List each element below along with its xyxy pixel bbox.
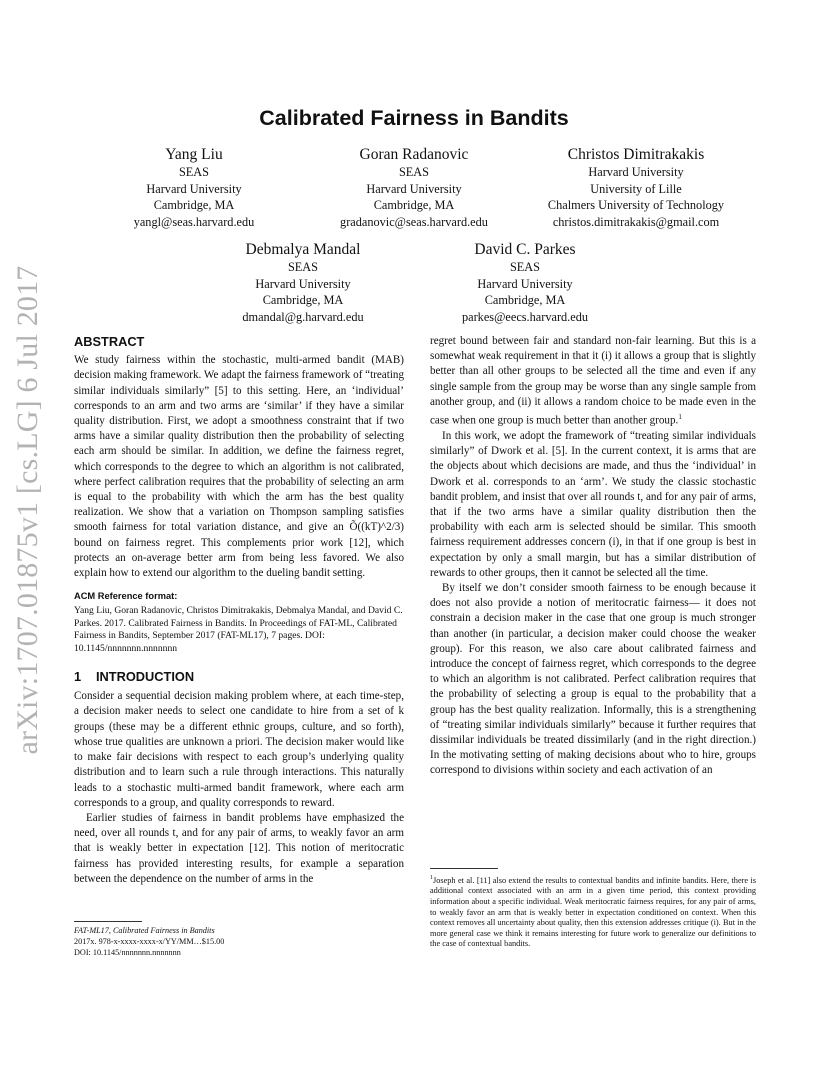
author-affiliation: SEAS [178, 165, 210, 179]
footnote [430, 873, 756, 950]
author-affiliation: SEAS [287, 260, 319, 274]
footer-isbn: 2017x. 978-x-xxxx-xxxx-x/YY/MM…$15.00 [74, 936, 225, 946]
section-title: INTRODUCTION [96, 669, 195, 685]
left-column [74, 334, 404, 887]
footnote-text: Joseph et al. [11] also extend the results to contextual bandits and infinite bandits. Here, there is additional context associated with an arm in a given time period, this context providing information about a specific individual. Weak meritocratic fairness requires, for any pair of arms, to weakly favor an arm that is weakly better in expectation conditioned on context. When this context removes all uncertainty about quality, then this extension addresses critique (i). But in the more general case we think it remains interesting for future work to generalize our definitions to the case of contextual bandits. [430, 875, 756, 949]
author-affiliation: SEAS [509, 260, 541, 274]
author-affiliation: Cambridge, MA [153, 198, 235, 212]
author-block [74, 145, 314, 230]
footer-rule [74, 921, 142, 922]
arxiv-stamp: arXiv:1707.01875v1 [cs.LG] 6 Jul 2017 [11, 265, 44, 755]
author-affiliation: Cambridge, MA [373, 198, 455, 212]
acm-reference-text: Yang Liu, Goran Radanovic, Christos Dimitrakakis, Debmalya Mandal, and David C. Parkes. 2017. Calibrated Fairness in Bandits. In Proceedings of FAT-ML, Calibrated Fairness in Bandits, September 2017 (FAT-ML17), 7 pages. DOI: 10.1145/nnnnnnn.nnnnnnn [74, 605, 403, 654]
author-affiliation: Harvard University [588, 165, 684, 179]
right-column [430, 334, 756, 779]
footer-doi: DOI: 10.1145/nnnnnnn.nnnnnnn [74, 947, 181, 957]
abstract-text: We study fairness within the stochastic, multi-armed bandit (MAB) decision making framework. We adapt the fairness framework of “treating similar individuals similarly” [5] to this setting. Here, an ‘individual’ corresponds to an arm and two arms are ‘similar’ if they have a similar quality distribution. First, we adopt a smoothness constraint that if two arms have a similar quality distribution then the probability of selecting each arm should be similar. In addition, we define the fairness regret, which corresponds to the degree to which an algorithm is not calibrated, where perfect calibration requires that the probability of selecting an arm is equal to the probability with which the arm has the best quality realization. We show that a variation on Thompson sampling satisfies smooth fairness for total variation distance, and give an Õ((kT)^2/3) bound on fairness regret. This complements prior work [12], which protects an on-average better arm from being less favored. We also explain how to extend our algorithm to the dueling bandit setting. [74, 354, 404, 580]
body-paragraph: In this work, we adopt the framework of “treating similar individuals similarly” of Dwork et al. [5]. In the current context, it is arms that are the objects about which decisions are made, and thus the ‘individual’ in Dwork et al. corresponds to an ‘arm’. We study the classic stochastic bandit problem, and insist that over all rounds t, and for any pair of arms, that if the two arms have a similar quality distribution then the probability with each arm is selected should be similar. This smooth fairness requirement addresses concern (i), in that if one group is best in expectation by only a small margin, but has a similar distribution of rewards to other groups, then it cannot be selected all the time. [430, 429, 756, 579]
footnote-number: 1 [430, 875, 433, 881]
body-paragraph: By itself we don’t consider smooth fairness to be enough because it does not also provide a notion of meritocratic fairness— it does not constrain a decision maker in the case that one group is much stronger than another (in particular, a decision maker could choose the weaker group). For this reason, we also care about calibrated fairness and introduce the concept of fairness regret, which corresponds to the degree to which an algorithm is not calibrated. Perfect calibration requires that the probability of selecting a group is equal to the probability that a group has the best quality realization. Informally, this is a strengthening of “treating similar individuals similarly” because it further requires that dissimilar individuals be treated dissimilarly (and in the right direction.) In the motivating setting of making decisions about who to hire, groups correspond to divisions within society and each activation of an [430, 581, 756, 777]
author-affiliation: Cambridge, MA [262, 293, 344, 307]
body-paragraph: Consider a sequential decision making problem where, at each time-step, a decision maker needs to select one candidate to hire from a set of k groups (these may be a different ethnic groups, culture, and so forth), whose true qualities are unknown a priori. The decision maker would like to make fair decisions with respect to each group’s underlying quality distribution and to learn such a rule through interactions. This naturally leads to a stochastic multi-armed bandit framework, where each arm corresponds to a group, and quality corresponds to reward. [74, 690, 404, 809]
body-paragraph: regret bound between fair and standard non-fair learning. But this is a somewhat weak requirement in that it (i) it allows a group that is slightly better than all other groups to be selected all the time and even if any single sample from the group may be worse than any single sample from another group, and (ii) it allows a random choice to be made even in the case when one group is much better than another group.$^1$ [430, 335, 756, 427]
author-affiliation: Chalmers University of Technology [547, 198, 725, 212]
paper-title: Calibrated Fairness in Bandits [259, 106, 569, 130]
footnote-rule [430, 868, 498, 869]
author-email: parkes@eecs.harvard.edu [461, 309, 589, 324]
author-affiliation: Cambridge, MA [484, 293, 566, 307]
body-paragraph: Earlier studies of fairness in bandit problems have emphasized the need, over all rounds t, and for any pair of arms, to weakly favor an arm that is weakly better in expectation [12]. This notion of meritocratic fairness has provided interesting results, for example a separation between the dependence on the number of arms in the [74, 811, 404, 885]
abstract-heading: ABSTRACT [74, 334, 145, 349]
author-affiliation: Harvard University [366, 181, 462, 196]
author-email: gradanovic@seas.harvard.edu [340, 214, 488, 229]
section-number: 1 [74, 669, 82, 685]
author-affiliation: Harvard University [255, 276, 351, 291]
author-name: David C. Parkes [474, 241, 576, 258]
author-block [405, 240, 645, 325]
author-email: dmandal@g.harvard.edu [242, 309, 364, 324]
footnote-marker: 1 [678, 413, 682, 422]
author-email: yangl@seas.harvard.edu [133, 214, 255, 229]
author-affiliation: Harvard University [146, 181, 242, 196]
author-email: christos.dimitrakakis@gmail.com [552, 214, 720, 229]
author-affiliation: University of Lille [590, 181, 682, 196]
author-affiliation: SEAS [398, 165, 430, 179]
author-name: Yang Liu [165, 146, 223, 163]
author-affiliation: Harvard University [477, 276, 573, 291]
author-block [183, 240, 423, 325]
footer-venue: FAT-ML17, Calibrated Fairness in Bandits [74, 926, 215, 935]
author-block [516, 145, 756, 230]
section-heading [74, 669, 404, 684]
acm-reference-heading: ACM Reference format: [74, 591, 178, 602]
author-name: Goran Radanovic [359, 146, 469, 163]
author-name: Christos Dimitrakakis [567, 146, 705, 163]
page-footer [74, 926, 404, 958]
author-name: Debmalya Mandal [245, 241, 361, 258]
author-block [294, 145, 534, 230]
